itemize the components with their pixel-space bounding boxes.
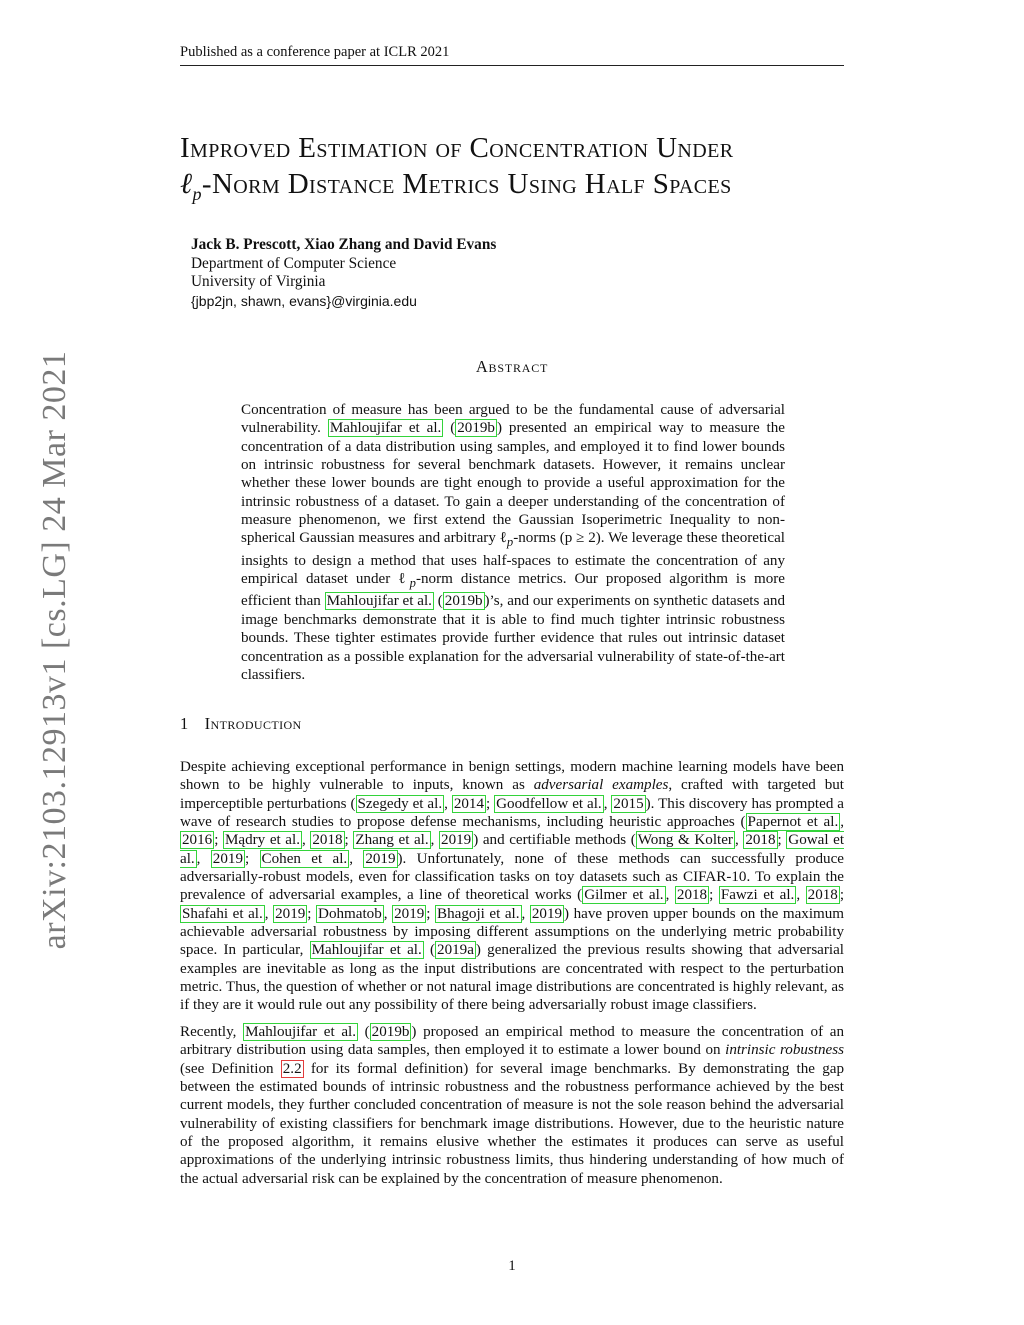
section-number: 1 (180, 714, 189, 733)
citation-link[interactable]: Cohen et al. (261, 850, 348, 867)
title-line-2-rest: -Norm Distance Metrics Using Half Spaces (201, 168, 732, 200)
citation-link[interactable]: Mahloujifar et al. (329, 420, 442, 437)
separator: , (430, 832, 440, 849)
arxiv-identifier: arXiv:2103.12913v1 [cs.LG] 24 Mar 2021 (36, 350, 73, 950)
body-text-run: Recently, (180, 1023, 244, 1040)
separator: ; (244, 850, 260, 867)
separator: , (603, 795, 612, 812)
separator: ; (486, 795, 495, 812)
body-text-run: for its formal definition) for several image benchmarks. By demonstrating the gap between the estimated bounds of intrinsic robustness and the robustness performance achieved by the best current models, they further concluded concentration of measure is not the sole reason behind the adversarial vulnerability of existing classifiers for benchmark image distributions. However, due to the heuristic nature of the proposed algorithm, it remains elusive whether the estimates it produces can serve as useful approximations of the underlying intrinsic robustness limits, thus hindering understanding of how much of the actual adversarial risk can be explained by the concentration of measure phenomenon. (180, 1060, 844, 1187)
abstract-text: -norms (p ≥ 2). We leverage these theoretical insights to design a method that uses half-spaces to estimate the concentration of any empirical dataset under ℓ (241, 530, 785, 588)
p-subscript: p (192, 183, 202, 204)
page-number: 1 (508, 1258, 516, 1274)
paragraph-1 (180, 758, 844, 1015)
separator: ; (426, 905, 436, 922)
citation-link[interactable]: Bhagoji et al. (437, 905, 520, 922)
citation-year-link[interactable]: 2019a (437, 942, 474, 959)
p-subscript: p (506, 535, 514, 550)
citation-link[interactable]: Dohmatob (318, 905, 382, 922)
body-text-run: ). This discovery has prompted a wave of research studies to propose defense mechanisms, including heuristic approaches ( (180, 795, 845, 831)
separator: , (796, 887, 806, 904)
author-block (191, 236, 791, 310)
separator: ; (214, 832, 223, 849)
citation-link[interactable]: Goodfellow et al. (496, 795, 602, 812)
citation-link[interactable]: Fawzi et al. (720, 887, 795, 904)
title-line-1: Improved Estimation of Concentration Under (180, 132, 734, 164)
separator: , (444, 795, 452, 812)
separator: , (301, 832, 311, 849)
abstract-text: ( (443, 420, 456, 437)
citation-link[interactable]: Mądry et al. (224, 832, 300, 849)
citation-year-link[interactable]: 2019 (275, 905, 306, 922)
separator: ; (839, 887, 845, 904)
body-text-run: (see Definition (180, 1060, 281, 1077)
citation-year-link[interactable]: 2018 (676, 887, 708, 904)
abstract-text: ) presented an empirical way to measure the concentration of a data distribution using samples, and employed it to find lower bounds on intrinsic robustness for several benchmark datasets. However, it remains unclear whether these lower bounds are tight enough to provide a useful approximation for the intrinsic robustness of a dataset. To gain a deeper understanding of the concentration of measure phenomenon, we first extend the Gaussian Isoperimetric Inequality to non-spherical Gaussian measures and arbitrary ℓ (241, 420, 785, 547)
body-text-run: ) and certifiable methods ( (473, 832, 636, 849)
definition-ref-link[interactable]: 2.2 (282, 1060, 302, 1077)
separator: , (196, 850, 211, 867)
citation-link[interactable]: Mahloujifar et al. (245, 1023, 356, 1040)
section-title: Introduction (204, 714, 302, 733)
separator: ; (344, 832, 354, 849)
citation-link[interactable]: Mahloujifar et al. (311, 942, 422, 959)
abstract-text: Concentration of measure has been argued to be the fundamental cause of adversarial vulnerability. (241, 402, 785, 437)
citation-link[interactable]: Gilmer et al. (584, 887, 664, 904)
title-line-2 (180, 166, 860, 212)
citation-year-link[interactable]: 2019 (394, 905, 425, 922)
citation-year-link[interactable]: 2019 (441, 832, 472, 849)
citation-link[interactable]: Shafahi et al. (182, 905, 263, 922)
separator: ( (358, 1023, 370, 1040)
citation-link[interactable]: Papernot et al. (747, 814, 839, 831)
body-text-run: ). Unfortunately, none of these methods can successfully produce adversarially-robust models, even for classification tasks on toy datasets such as CIFAR-10. To explain the prevalence of adversarial examples, a line of theoretical works ( (180, 850, 844, 904)
citation-link[interactable]: Wong & Kolter (637, 832, 733, 849)
body-text-run: ) generalized the previous results showing that adversarial examples are inevitable as long as the input distributions are concentrated with respect to the perturbation metric. Thus, the question of whether or not natural image distributions are concentrated is highly relevant, as if they are it would rule out any possibility of there being adversarially robust image classifiers. (180, 942, 844, 1014)
paper-title (180, 130, 860, 212)
separator: ; (777, 832, 787, 849)
university: University of Virginia (191, 273, 326, 290)
separator: , (665, 887, 675, 904)
running-head: Published as a conference paper at ICLR 2021 (180, 44, 844, 66)
section-heading (180, 714, 302, 734)
separator: , (734, 832, 744, 849)
abstract-heading: Abstract (475, 357, 549, 376)
body-text-run: , crafted with targeted but imperceptible perturbations ( (180, 777, 844, 812)
emphasis: adversarial examples (533, 777, 669, 794)
citation-link[interactable]: Mahloujifar et al. (326, 593, 432, 610)
separator: , (521, 905, 530, 922)
citation-year-link[interactable]: 2019 (365, 850, 396, 867)
citation-year-link[interactable]: 2019 (212, 850, 243, 867)
citation-year-link[interactable]: 2019b (457, 420, 495, 437)
citation-link[interactable]: Gowal et al. (180, 832, 845, 867)
citation-year-link[interactable]: 2018 (312, 832, 343, 849)
citation-link[interactable]: Zhang et al. (355, 832, 429, 849)
citation-year-link[interactable]: 2019 (531, 905, 563, 922)
separator: , (383, 905, 393, 922)
ell-symbol: ℓ (180, 168, 193, 200)
citation-year-link[interactable]: 2019b (371, 1023, 410, 1040)
separator: ( (423, 942, 436, 959)
paragraph-2 (180, 1023, 844, 1188)
citation-year-link[interactable]: 2018 (807, 887, 838, 904)
body-text-run: ) have proven upper bounds on the maximum achievable adversarial robustness by imposing different assumptions on the underlying metric probability space. In particular, (180, 905, 845, 959)
emphasis: intrinsic robustness (725, 1042, 844, 1059)
abstract-body (241, 401, 785, 684)
separator: ; (307, 905, 317, 922)
citation-year-link[interactable]: 2014 (453, 795, 485, 812)
separator: , (349, 850, 364, 867)
email: {jbp2jn, shawn, evans}@virginia.edu (191, 292, 417, 309)
separator: , (264, 905, 274, 922)
citation-year-link[interactable]: 2019b (444, 593, 483, 610)
abstract-text: -norm distance metrics. Our proposed algorithm is more efficient than (241, 571, 785, 610)
citation-link[interactable]: Szegedy et al. (357, 795, 443, 812)
author-names: Jack B. Prescott, Xiao Zhang and David Evans (191, 236, 497, 253)
abstract-text: ( (433, 593, 443, 610)
citation-year-link[interactable]: 2015 (613, 795, 644, 812)
p-subscript: p (409, 576, 416, 591)
body-text-run: ) proposed an empirical method to measure the concentration of an arbitrary distribution using data samples, then employed it to estimate a lower bound on (180, 1023, 845, 1059)
separator: ; (709, 887, 719, 904)
citation-year-link[interactable]: 2016 (182, 832, 213, 849)
citation-year-link[interactable]: 2018 (745, 832, 776, 849)
department: Department of Computer Science (191, 254, 397, 272)
body-text (180, 758, 844, 1196)
abstract-text: )’s, and our experiments on synthetic datasets and image benchmarks demonstrate that it is able to find much tighter intrinsic robustness bounds. These tighter estimates provide further evidence that rules out intrinsic dataset concentration as a possible explanation for the adversarial vulnerability of state-of-the-art classifiers. (241, 593, 785, 683)
body-text-run: Despite achieving exceptional performance in benign settings, modern machine learning models have been shown to be highly vulnerable to inputs, known as (180, 759, 844, 794)
separator: , (840, 814, 844, 831)
